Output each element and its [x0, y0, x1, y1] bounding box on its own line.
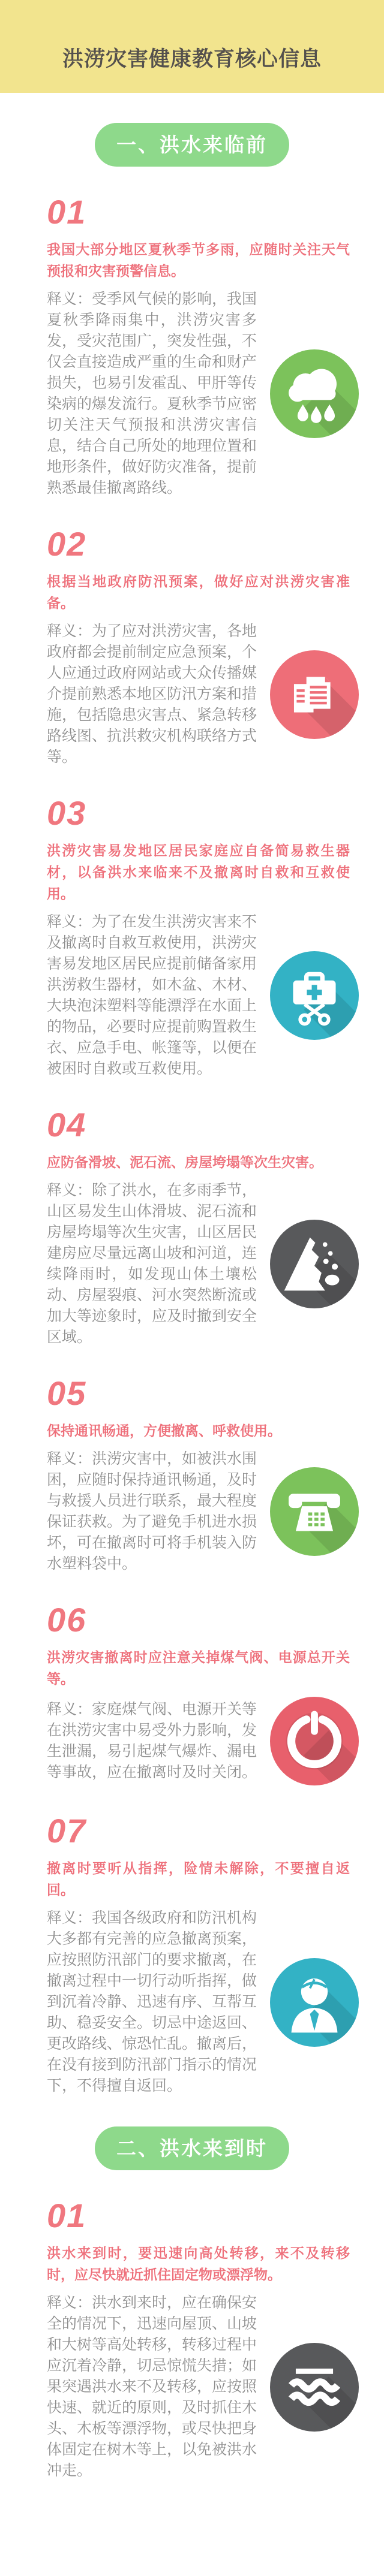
item-body-row — [47, 2293, 359, 2481]
landslide-icon — [270, 1220, 359, 1308]
item-number: 02 — [47, 525, 87, 563]
info-item — [0, 527, 384, 768]
item-number: 03 — [47, 794, 87, 832]
flood-waves-icon — [270, 2343, 359, 2432]
item-body-row — [47, 1908, 359, 2097]
item-body-row — [47, 1697, 359, 1785]
telephone-icon — [270, 1467, 359, 1556]
power-button-icon — [270, 1697, 359, 1785]
info-item — [0, 2199, 384, 2481]
item-headline: 根据当地政府防汛预案，做好应对洪涝灾害准备。 — [47, 574, 350, 611]
page-title: 洪涝灾害健康教育核心信息 — [62, 47, 322, 71]
info-item — [0, 1814, 384, 2097]
rain-cloud-icon — [270, 349, 359, 438]
item-headline: 洪涝灾害撤离时应注意关掉煤气阀、电源总开关等。 — [47, 1649, 350, 1687]
info-item — [0, 1374, 384, 1574]
item-headline: 洪水来到时，要迅速向高处转移，来不及转移时，应尽快就近抓住固定物或漂浮物。 — [47, 2245, 350, 2282]
item-number: 04 — [47, 1106, 87, 1144]
item-body-text: 释义：为了在发生洪涝灾害来不及撤离时自救互救使用，洪涝灾害易发地区居民应提前储备家用洪涝救生器材，如木盆、木材、大块泡沫塑料等能漂浮在水面上的物品，必要时应提前购置救生衣、应急手电、帐篷等，以便在被困时自救或互救使用。 — [47, 913, 257, 1077]
section-header-pill: 一、洪水来临前 — [95, 123, 289, 167]
item-body-text: 释义：洪涝灾害中，如被洪水围困，应随时保持通讯畅通，及时与救援人员进行联系，最大程度保证获救。为了避免手机进水损坏，可在撤离时可将手机装入防水塑料袋中。 — [47, 1450, 257, 1572]
item-headline: 应防备滑坡、泥石流、房屋垮塌等次生灾害。 — [47, 1154, 323, 1170]
item-headline: 保持通讯畅通，方便撤离、呼救使用。 — [47, 1423, 281, 1438]
item-body-row — [47, 289, 359, 499]
item-body-text: 释义：家庭煤气阀、电源开关等在洪涝灾害中易受外力影响，发生泄漏，易引起煤气爆炸、漏电等事故，应在撤离时及时关闭。 — [47, 1701, 257, 1781]
item-headline: 我国大部分地区夏秋季节多雨，应随时关注天气预报和灾害预警信息。 — [47, 242, 350, 279]
info-item — [0, 1603, 384, 1785]
first-aid-kit-icon — [270, 951, 359, 1040]
item-number: 05 — [47, 1374, 87, 1412]
item-number: 01 — [47, 193, 87, 231]
item-body-row — [47, 1449, 359, 1574]
item-headline: 洪涝灾害易发地区居民家庭应自备简易救生器材，以备洪水来临来不及撤离时自救和互救使用。 — [47, 843, 350, 901]
section-header-row — [0, 2126, 384, 2170]
item-body-row — [47, 912, 359, 1079]
item-body-text: 释义：除了洪水，在多雨季节，山区易发生山体滑坡、泥石流和房屋垮塌等次生灾害，山区居民建房应尽量远离山坡和河道，连续降雨时，如发现山体土壤松动、房屋裂痕、河水突然断流或加大等迹象时，应及时撤到安全区域。 — [47, 1182, 257, 1346]
documents-icon — [270, 650, 359, 739]
item-body-text: 释义：我国各级政府和防汛机构大多都有完善的应急撤离预案，应按照防汛部门的要求撤离，在撤离过程中一切行动听指挥，做到沉着冷静、迅速有序、互帮互助、稳妥安全。切忌中途返回、更改路线、惊恐忙乱。撤离后，在没有接到防汛部门指示的情况下，不得擅自返回。 — [47, 1910, 257, 2094]
content-area — [0, 123, 384, 2509]
item-number: 07 — [47, 1812, 87, 1850]
page-header — [0, 0, 384, 93]
item-number: 06 — [47, 1601, 87, 1639]
person-icon — [270, 1958, 359, 2047]
item-body-row — [47, 621, 359, 768]
item-body-row — [47, 1180, 359, 1348]
item-body-text: 释义：为了应对洪涝灾害，各地政府都会提前制定应急预案，个人应通过政府网站或大众传播媒介提前熟悉本地区防汛方案和措施，包括隐患灾害点、紧急转移路线图、抗洪救灾机构联络方式等。 — [47, 623, 257, 765]
info-item — [0, 195, 384, 499]
info-item — [0, 794, 384, 1079]
info-item — [0, 1108, 384, 1348]
section-header-row — [0, 123, 384, 167]
item-number: 01 — [47, 2197, 87, 2234]
item-headline: 撤离时要听从指挥，险情未解除，不要擅自返回。 — [47, 1860, 350, 1898]
item-body-text: 释义：受季风气候的影响，我国夏秋季降雨集中，洪涝灾害多发，受灾范围广，突发性强，不仅会直接造成严重的生命和财产损失，也易引发霍乱、甲肝等传染病的爆发流行。夏秋季节应密切关注天气预报和洪涝灾害信息，结合自己所处的地理位置和地形条件，做好防灾准备，提前熟悉最佳撤离路线。 — [47, 291, 257, 496]
section-header-pill: 二、洪水来到时 — [95, 2126, 289, 2170]
item-body-text: 释义：洪水到来时，应在确保安全的情况下，迅速向屋顶、山坡和大树等高处转移，转移过程中应沉着冷静，切忌惊慌失措；如果突遇洪水来不及转移，应按照快速、就近的原则，及时抓住木头、木板等漂浮物，或尽快把身体固定在树木等上，以免被洪水冲走。 — [47, 2294, 257, 2479]
